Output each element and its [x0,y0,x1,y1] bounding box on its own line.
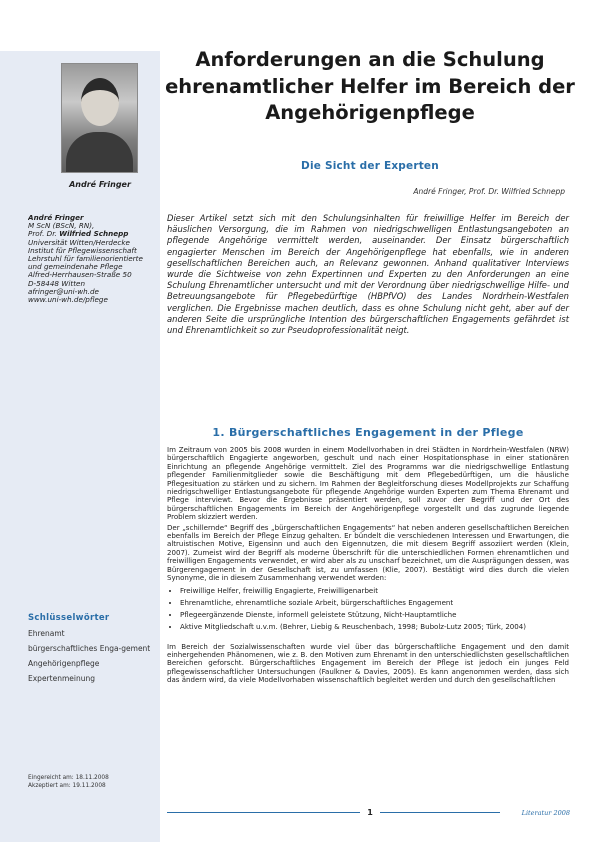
journal-name: Literatur 2008 [500,809,570,817]
keyword-item: bürgerschaftliches Enga-gement [28,644,151,653]
photo-caption: André Fringer [69,180,131,189]
author-website: www.uni-wh.de/pflege [28,296,108,305]
article-title: Anforderungen an die Schulung ehrenamtlicher Helfer im Bereich der Angehörigenpflege [165,48,575,124]
list-item: • Freiwillige Helfer, freiwillig Engagierte, Freiwilligenarbeit [180,586,569,595]
author-info [28,214,160,304]
author-photo [61,63,138,173]
body-paragraph: Der „schillernde“ Begriff des „bürgerschaftlichen Engagements“ hat neben anderen gesellschaftlichen Bereichen ebenfalls im Bereich der Pflege Einzug gehalten. Er bündelt die verschiedenen Interessen und Erwartungen, die altruistischen Motive, Eigensinn und auch den Eigennutzen, die mit diesem Begriff assoziiert werden (Klein, 2007). Zumeist wird der Begriff als moderne Überschrift für die unterschiedlichen Formen ehrenamtlichen und freiwilligen Engagements verwendet, er wird aber als zu unscharf bezeichnet, um die Ausprägungen dessen, was Bürgerengagement in der Gesellschaft ist, zu umfassen (Klie, 2007). Bestätigt wird dies durch die vielen Synonyme, die in diesem Zusammenhang verwendet werden: [167,522,569,583]
submission-dates [28,774,156,790]
affiliation-line: Alfred-Herrhausen-Straße 50 [28,271,132,280]
author-email: afringer@uni-wh.de [28,287,99,296]
author-name-1: André Fringer [28,214,84,222]
keyword-item: Ehrenamt [28,629,65,638]
author-prefix-2: Prof. Dr. [28,230,60,239]
article-body [167,446,569,687]
affiliation-line: Lehrstuhl für familienorientierte [28,255,143,264]
date-accepted: Akzeptiert am: 19.11.2008 [28,783,106,789]
page-number: 1 [360,808,380,817]
article-byline: André Fringer, Prof. Dr. Wilfried Schnepp [413,187,565,196]
list-item: • Pflegeergänzende Dienste, informell geleistete Stützung, Nicht-Hauptamtliche [180,610,569,619]
author-name-2: Wilfried Schnepp [59,230,129,239]
affiliation-line: Universität Witten/Herdecke [28,238,130,247]
article-subtitle: Die Sicht der Experten [301,160,439,172]
date-submitted: Eingereicht am: 18.11.2008 [28,775,109,781]
abstract: Dieser Artikel setzt sich mit den Schulungsinhalten für freiwillige Helfer im Bereich der häuslichen Versorgung, die im Rahmen von niedrigschwelligen Entlastungsangeboten an pflegende Angehörige vermittelt werden, auseinander. Der Einsatz bürgerschaftlich engagierter Menschen im Bereich der Angehörigenpflege hat ebenfalls, wie in anderen gesellschaftlichen Bereichen auch, an Relevanz gewonnen. Anhand qualitativer Interviews wurde die Sichtweise von zehn Expertinnen und Experten zu den Anforderungen an eine Schulung Ehrenamtlicher untersucht und mit der Verordnung über niedrigschwellige Hilfe- und Betreuungsangebote für Pflegebedürftige (HBPfVO) des Landes Nordrhein-Westfalen verglichen. Die Ergebnisse machen deutlich, dass es ohne Schulung nicht geht, aber auf der anderen Seite die ursprüngliche Intention des bürgerschaftlichen Engagements gefährdet ist und Ehrenamtlichkeit so zur Pseudoprofessionalität neigt. [167,213,569,336]
keywords-box [28,613,156,689]
synonym-list [167,586,569,631]
author-photo-torso [66,132,133,173]
body-paragraph: Im Zeitraum von 2005 bis 2008 wurden in einem Modellvorhaben in drei Städten in Nordrhein-Westfalen (NRW) bürgerschaftlich Engagierte angeworben, geschult und nach einer Hospitationsphase in einer stationären Einrichtung an pflegende Angehörige vermittelt. Ziel des Programms war die niedrigschwellige Entlastung pflegender Familienmitglieder sowie die Beschäftigung mit dem Pflegebedürftigen, um die häusliche Pflegesituation zu stärken und zu sichern. Im Rahmen der Begleitforschung dieses Modellprojekts zur Schaffung niedrigschwelliger Entlastungsangebote für pflegende Angehörige wurden Experten zum Thema Ehrenamt und Pflege interviewt. Bevor die Ergebnisse präsentiert werden, soll zuvor der Begriff und der Ort des bürgerschaftlichen Engagements im Bereich der Angehörigenpflege vorgestellt und das zugrunde liegende Problem skizziert werden. [167,445,569,522]
list-item: • Aktive Mitgliedschaft u.v.m. (Behrer, Liebig & Reuschenbach, 1998; Bubolz-Lutz 2005; Türk, 2004) [180,622,569,631]
author-photo-head [81,78,119,126]
section-heading: 1. Bürgerschaftliches Engagement in der Pflege [212,426,524,439]
affiliation-line: und gemeindenahe Pflege [28,263,123,272]
body-paragraph: Im Bereich der Sozialwissenschaften wurde viel über das bürgerschaftliche Engagement und den damit einhergehenden Phänomenen, wie z. B. den Motiven zum Ehrenamt in den unterschiedlichsten gesellschaftlichen Bereichen geforscht. Bürgerschaftliches Engagement im Bereich der Pflege ist jedoch ein junges Feld pflegewissenschaftlicher Untersuchungen (Faulkner & Davies, 2005). Es kann angenommen werden, dass sich das ändern wird, da viele Modellvorhaben wissenschaftlich begleitet werden und durch den gesellschaftlichen [167,641,569,685]
affiliation-line: Institut für Pflegewissenschaft [28,246,137,255]
keyword-item: Angehörigenpflege [28,659,100,668]
author-line-2 [28,230,160,238]
author-degree-1: M ScN (BScN, RN), [28,222,95,231]
keyword-item: Expertenmeinung [28,674,95,683]
list-item: • Ehrenamtliche, ehrenamtliche soziale Arbeit, bürgerschaftliches Engagement [180,598,569,607]
affiliation-line: D-58448 Witten [28,279,85,288]
keywords-title: Schlüsselwörter [28,613,110,623]
